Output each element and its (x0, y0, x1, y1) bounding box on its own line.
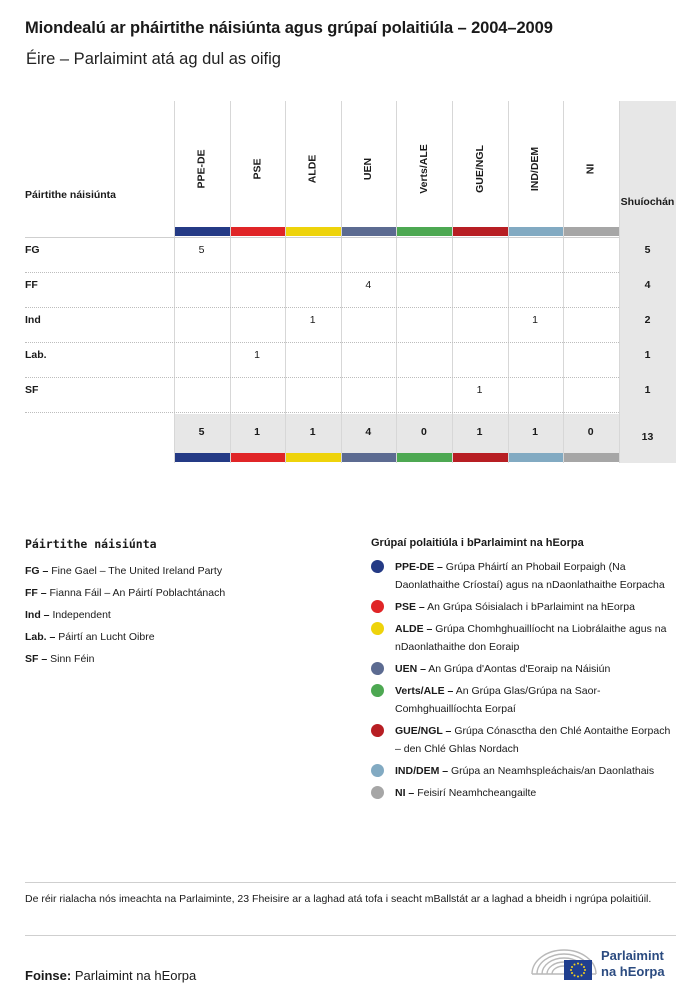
group-color-bar-bottom (397, 453, 452, 462)
group-total-value: 0 (420, 426, 427, 438)
group-abbreviation: ALDE – (395, 623, 433, 635)
party-abbreviation: Ind – (25, 609, 50, 621)
group-header-label: Verts/ALE (417, 144, 430, 194)
party-seats-value: 1 (644, 384, 651, 396)
source-label: Foinse: (25, 968, 72, 983)
breakdown-table (25, 101, 676, 464)
party-full-name: Fianna Fáil – An Páirtí Poblachtánach (49, 587, 226, 599)
national-parties-legend (25, 537, 345, 670)
group-header-label: ALDE (306, 154, 319, 184)
mep-count-cell: 1 (254, 349, 261, 361)
group-header (396, 139, 451, 199)
group-abbreviation: Verts/ALE – (395, 685, 454, 697)
group-header-label: UEN (362, 157, 375, 181)
mep-count-cell: 1 (532, 314, 539, 326)
party-row-label: Ind (25, 314, 41, 326)
group-color-bar-top (397, 227, 452, 236)
group-abbreviation: PSE – (395, 601, 425, 613)
group-abbreviation: IND/DEM – (395, 765, 449, 777)
group-color-bar-top (286, 227, 341, 236)
group-legend-item (371, 558, 676, 594)
groups-legend-heading: Grúpaí polaitiúla i bParlaimint na hEorpa (371, 537, 584, 549)
group-color-dot-icon (371, 560, 384, 573)
group-abbreviation: UEN – (395, 663, 426, 675)
group-full-name: Grúpa Chomhghuaillíocht na Liobrálaithe agus na nDaonlathaithe don Eoraip (395, 623, 667, 653)
national-parties-header: Páirtithe náisiúnta (25, 189, 117, 201)
logo-line-1: Parlaimint (601, 948, 664, 963)
group-color-dot-icon (371, 786, 384, 799)
logo-line-2: na hEorpa (601, 964, 665, 979)
note-divider-bottom (25, 935, 676, 936)
group-color-bar-bottom (231, 453, 286, 462)
group-header-label: GUE/NGL (473, 145, 486, 193)
mep-count-cell: 1 (309, 314, 316, 326)
party-row-label: FF (25, 279, 38, 291)
party-seats-value: 5 (644, 244, 651, 256)
group-header (230, 139, 285, 199)
group-abbreviation: NI – (395, 787, 415, 799)
group-full-name: Grúpa Pháirtí an Phobail Eorpaigh (Na Daonlathaithe Críostaí) agus na nDaonlathaithe Eorpacha (395, 561, 665, 591)
group-total-value: 1 (309, 426, 316, 438)
group-total-value: 0 (587, 426, 594, 438)
national-legend-item (25, 582, 345, 604)
group-color-bar-bottom (342, 453, 397, 462)
group-total-value: 1 (476, 426, 483, 438)
group-header (174, 139, 229, 199)
party-full-name: Páirtí an Lucht Oibre (58, 631, 155, 643)
group-header (341, 139, 396, 199)
group-color-bar-bottom (564, 453, 619, 462)
row-divider (25, 237, 619, 238)
seats-header: Shuíochán (620, 196, 675, 208)
source-line (25, 968, 196, 983)
group-legend-item (371, 762, 676, 780)
source-value: Parlaimint na hEorpa (74, 968, 197, 983)
group-total-value: 5 (198, 426, 205, 438)
party-row-label: SF (25, 384, 39, 396)
group-color-dot-icon (371, 764, 384, 777)
group-header (452, 139, 507, 199)
party-full-name: Fine Gael – The United Ireland Party (51, 565, 223, 577)
party-seats-value: 2 (644, 314, 651, 326)
group-legend-item (371, 598, 676, 616)
party-row-label: FG (25, 244, 40, 256)
row-divider (25, 377, 619, 378)
group-legend-item (371, 722, 676, 758)
group-header-label: NI (584, 163, 597, 175)
group-total-value: 1 (532, 426, 539, 438)
row-divider (25, 342, 619, 343)
group-total-value: 1 (254, 426, 261, 438)
group-full-name: An Grúpa Sóisialach i bParlaimint na hEorpa (427, 601, 635, 613)
group-full-name: Grúpa an Neamhspleáchais/an Daonlathais (451, 765, 655, 777)
note-divider-top (25, 882, 676, 883)
group-color-bar-bottom (175, 453, 230, 462)
mep-count-cell: 5 (198, 244, 205, 256)
political-groups-legend (371, 537, 676, 806)
party-full-name: Independent (52, 609, 111, 621)
group-header-label: PPE-DE (195, 149, 208, 189)
group-color-bar-bottom (509, 453, 564, 462)
group-color-bar-bottom (286, 453, 341, 462)
national-legend-heading: Páirtithe náisiúnta (25, 537, 157, 551)
group-color-bar-top (342, 227, 397, 236)
mep-count-cell: 1 (476, 384, 483, 396)
group-color-dot-icon (371, 684, 384, 697)
group-color-dot-icon (371, 600, 384, 613)
chart-subtitle: Éire – Parlaimint atá ag dul as oifig (26, 50, 281, 68)
group-color-bar-bottom (453, 453, 508, 462)
grand-total-value: 13 (641, 431, 654, 443)
footnote: De réir rialacha nós imeachta na Parlaiminte, 23 Fheisire ar a laghad atá tofa i seacht mBallstát ar a laghad a bheidh i ngrúpa polaitiúil. (25, 893, 652, 905)
national-legend-item (25, 604, 345, 626)
party-abbreviation: FG – (25, 565, 49, 577)
party-full-name: Sinn Féin (50, 653, 95, 665)
group-header-label: IND/DEM (529, 146, 542, 192)
row-divider (25, 412, 619, 413)
mep-count-cell: 4 (365, 279, 372, 291)
parliament-hemicycle-icon (530, 944, 598, 984)
group-abbreviation: PPE-DE – (395, 561, 443, 573)
group-color-bar-top (231, 227, 286, 236)
group-color-bar-top (453, 227, 508, 236)
group-color-bar-top (564, 227, 619, 236)
group-legend-item (371, 784, 676, 802)
group-color-dot-icon (371, 622, 384, 635)
european-parliament-logo (530, 944, 680, 984)
row-divider (25, 272, 619, 273)
group-header-label: PSE (251, 158, 264, 180)
group-full-name: Grúpa Cónasctha den Chlé Aontaithe Eorpach – den Chlé Ghlas Nordach (395, 725, 671, 755)
group-full-name: An Grúpa Glas/Grúpa na Saor-Comhghuaillíochta Eorpaí (395, 685, 601, 715)
group-full-name: An Grúpa d'Aontas d'Eoraip na Náisiún (428, 663, 611, 675)
national-legend-item (25, 648, 345, 670)
group-color-bar-top (509, 227, 564, 236)
group-total-value: 4 (365, 426, 372, 438)
group-color-bar-top (175, 227, 230, 236)
national-legend-item (25, 626, 345, 648)
row-divider (25, 307, 619, 308)
national-legend-item (25, 560, 345, 582)
group-legend-item (371, 620, 676, 656)
group-header (508, 139, 563, 199)
group-color-dot-icon (371, 662, 384, 675)
group-full-name: Feisirí Neamhcheangailte (417, 787, 537, 799)
group-legend-item (371, 660, 676, 678)
chart-title: Miondealú ar pháirtithe náisiúnta agus grúpaí polaitiúla – 2004–2009 (25, 19, 553, 37)
party-seats-value: 1 (644, 349, 651, 361)
group-abbreviation: GUE/NGL – (395, 725, 452, 737)
group-color-dot-icon (371, 724, 384, 737)
logo-text (601, 948, 665, 980)
party-abbreviation: FF – (25, 587, 47, 599)
party-abbreviation: SF – (25, 653, 48, 665)
party-abbreviation: Lab. – (25, 631, 56, 643)
group-legend-item (371, 682, 676, 718)
party-seats-value: 4 (644, 279, 651, 291)
party-row-label: Lab. (25, 349, 47, 361)
group-header (285, 139, 340, 199)
group-header (563, 139, 618, 199)
